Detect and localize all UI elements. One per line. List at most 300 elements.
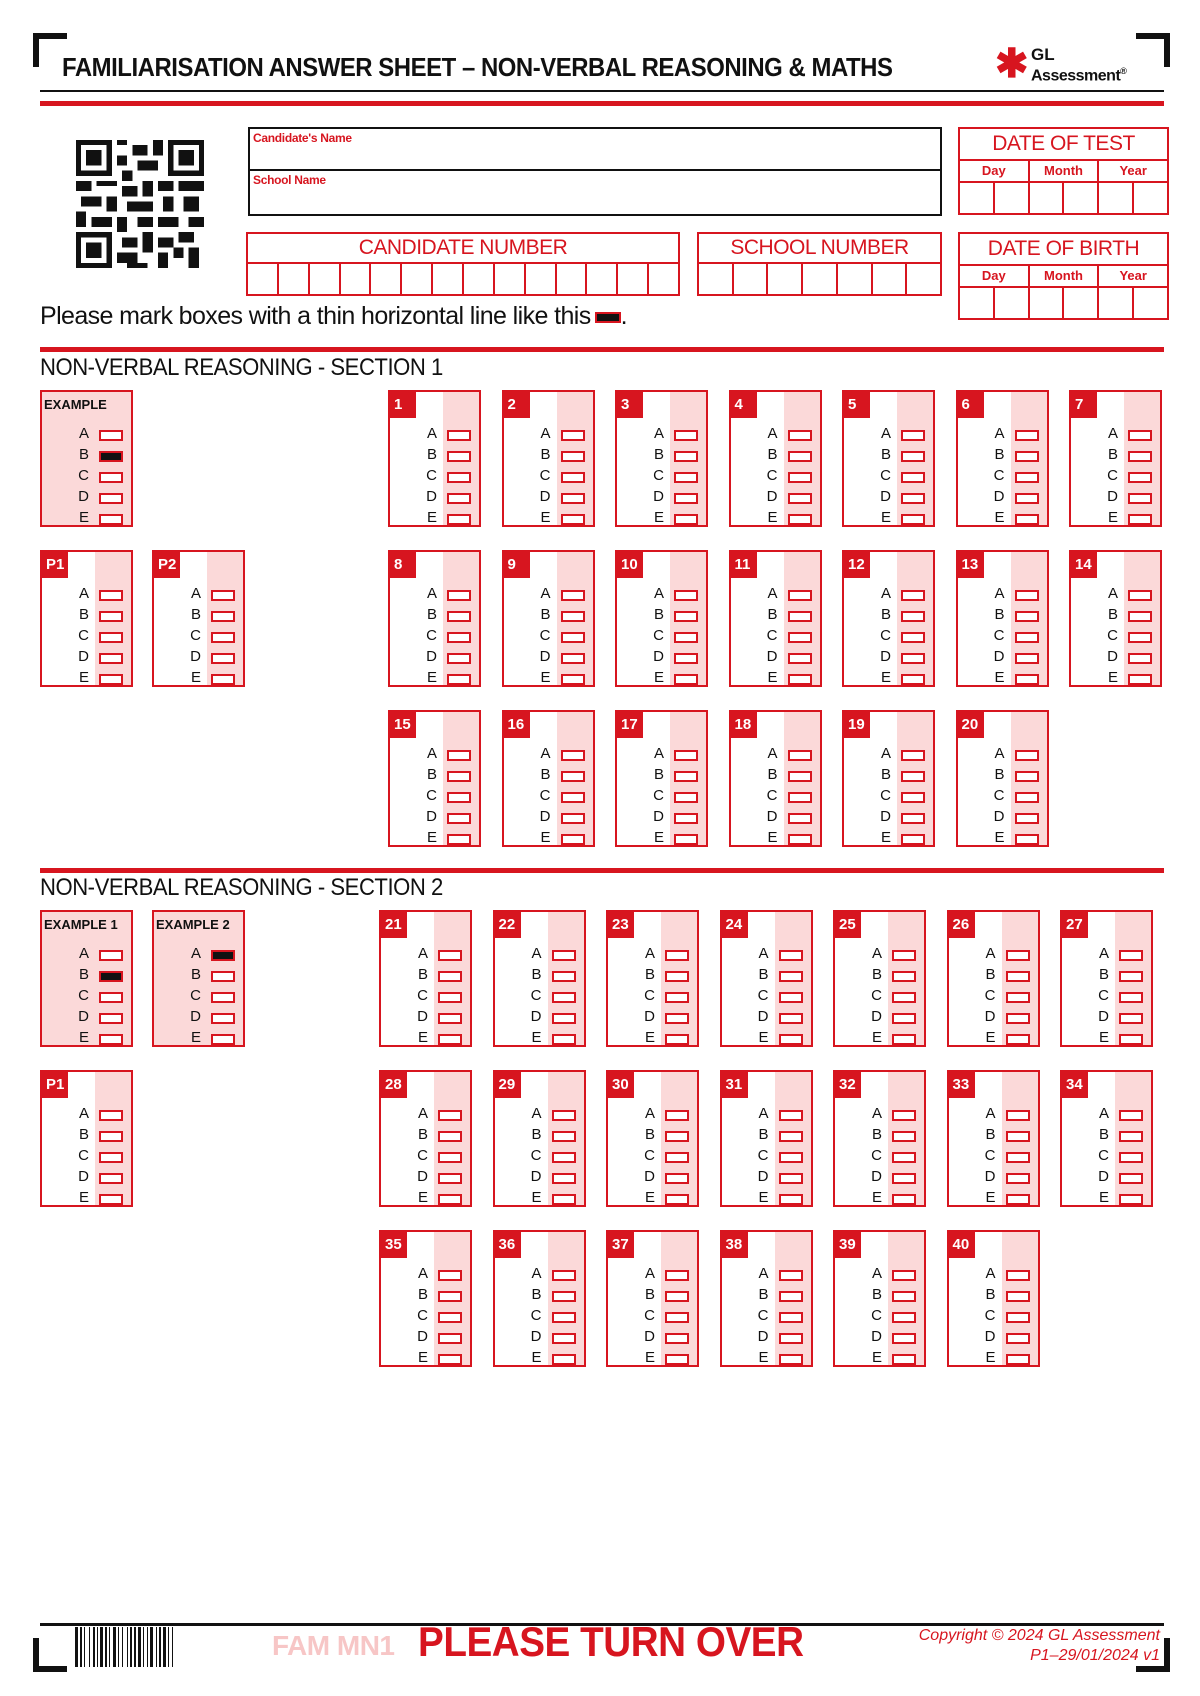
answer-bubble[interactable] [788,430,812,441]
candidate-number-digit[interactable] [587,264,618,294]
answer-bubble[interactable] [1015,451,1039,462]
answer-bubble[interactable] [1015,472,1039,483]
date-digit[interactable] [995,288,1030,318]
answer-bubble[interactable] [1015,493,1039,504]
question-answer-box [1069,390,1162,527]
answer-bubble[interactable] [892,1034,916,1045]
sample-mark-icon [595,312,621,323]
answer-bubble[interactable] [438,1131,462,1142]
answer-bubble[interactable] [665,1173,689,1184]
answer-bubble[interactable] [788,493,812,504]
date-digit[interactable] [1099,183,1134,213]
answer-bubble[interactable] [779,992,803,1003]
answer-bubble[interactable] [211,632,235,643]
answer-bubble[interactable] [1006,1013,1030,1024]
option-letter: E [531,1349,542,1366]
answer-bubble[interactable] [211,653,235,664]
answer-bubble[interactable] [552,1312,576,1323]
answer-bubble[interactable] [779,1270,803,1281]
option-row [722,1125,811,1145]
school-number-digit[interactable] [873,264,908,294]
answer-bubble[interactable] [674,653,698,664]
answer-bubble[interactable] [788,674,812,685]
question-number: 18 [731,712,757,738]
answer-bubble[interactable] [99,674,123,685]
option-letter: D [539,808,551,825]
option-row [844,744,933,764]
answer-bubble[interactable] [1119,971,1143,982]
option-row [390,786,479,806]
answer-bubble[interactable] [552,1034,576,1045]
answer-bubble [99,472,123,483]
answer-bubble[interactable] [665,1013,689,1024]
option-row [617,424,706,444]
option-letter: E [78,1029,89,1046]
option-letter: A [540,585,551,602]
answer-bubble[interactable] [1128,472,1152,483]
answer-bubble[interactable] [99,611,123,622]
option-letter: A [644,1265,655,1282]
answer-bubble[interactable] [901,590,925,601]
answer-bubble[interactable] [211,674,235,685]
option-row [495,986,584,1006]
answer-bubble[interactable] [438,1013,462,1024]
candidate-number-digit[interactable] [495,264,526,294]
option-row [504,807,593,827]
answer-bubble[interactable] [788,514,812,525]
answer-bubble[interactable] [674,430,698,441]
answer-bubble[interactable] [892,950,916,961]
answer-bubble[interactable] [99,1173,123,1184]
answer-bubble[interactable] [1128,514,1152,525]
answer-bubble[interactable] [901,653,925,664]
answer-bubble[interactable] [438,1173,462,1184]
answer-bubble[interactable] [438,1110,462,1121]
answer-bubble[interactable] [901,792,925,803]
answer-bubble[interactable] [99,590,123,601]
answer-bubble[interactable] [99,1152,123,1163]
answer-bubble[interactable] [665,971,689,982]
answer-bubble[interactable] [561,611,585,622]
answer-bubble[interactable] [665,1110,689,1121]
candidate-number-digit[interactable] [649,264,678,294]
option-row [1062,1028,1151,1048]
answer-bubble[interactable] [779,1013,803,1024]
answer-bubble[interactable] [552,1110,576,1121]
answer-bubble[interactable] [561,792,585,803]
answer-bubble[interactable] [1006,1194,1030,1205]
answer-bubble[interactable] [665,950,689,961]
answer-bubble[interactable] [447,653,471,664]
answer-bubble[interactable] [1006,1333,1030,1344]
school-number-digit[interactable] [838,264,873,294]
date-digit[interactable] [960,288,995,318]
answer-bubble[interactable] [779,1110,803,1121]
answer-bubble[interactable] [552,950,576,961]
answer-bubble[interactable] [788,792,812,803]
option-row [844,668,933,688]
answer-bubble[interactable] [1006,1110,1030,1121]
answer-bubble[interactable] [674,493,698,504]
answer-bubble[interactable] [665,1312,689,1323]
candidate-number-digit[interactable] [248,264,279,294]
option-row [495,1104,584,1124]
answer-bubble[interactable] [561,590,585,601]
answer-bubble[interactable] [788,834,812,845]
option-letter: D [871,1168,882,1185]
answer-bubble[interactable] [1128,632,1152,643]
answer-bubble[interactable] [901,611,925,622]
answer-bubble[interactable] [1006,1291,1030,1302]
answer-bubble[interactable] [674,451,698,462]
candidate-number-digit[interactable] [402,264,433,294]
option-row [1071,605,1160,625]
answer-bubble[interactable] [1006,1173,1030,1184]
answer-bubble[interactable] [674,611,698,622]
answer-bubble[interactable] [447,590,471,601]
answer-bubble[interactable] [788,611,812,622]
answer-bubble[interactable] [561,653,585,664]
answer-bubble[interactable] [665,992,689,1003]
answer-bubble[interactable] [211,611,235,622]
answer-bubble[interactable] [901,451,925,462]
answer-bubble[interactable] [779,1194,803,1205]
option-letter: D [766,648,778,665]
date-digit[interactable] [1134,288,1167,318]
answer-bubble[interactable] [901,632,925,643]
date-digit[interactable] [995,183,1030,213]
answer-bubble[interactable] [665,1333,689,1344]
option-row [154,584,243,604]
answer-bubble[interactable] [892,1013,916,1024]
option-row [1071,584,1160,604]
answer-bubble[interactable] [779,1173,803,1184]
school-number-digit[interactable] [768,264,803,294]
answer-bubble[interactable] [1015,813,1039,824]
answer-bubble[interactable] [892,971,916,982]
answer-bubble[interactable] [1015,430,1039,441]
date-digit[interactable] [960,183,995,213]
answer-bubble[interactable] [665,1354,689,1365]
option-letter: C [757,987,769,1004]
answer-bubble[interactable] [447,430,471,441]
answer-bubble[interactable] [1128,451,1152,462]
date-digit[interactable] [1064,288,1099,318]
option-row [731,508,820,528]
answer-bubble[interactable] [447,792,471,803]
answer-bubble[interactable] [438,1152,462,1163]
answer-bubble[interactable] [561,834,585,845]
candidate-number-digit[interactable] [618,264,649,294]
candidate-number-digit[interactable] [310,264,341,294]
option-row [835,986,924,1006]
answer-bubble[interactable] [1128,590,1152,601]
answer-bubble[interactable] [438,1270,462,1281]
option-row [42,1146,131,1166]
answer-bubble[interactable] [1015,632,1039,643]
answer-bubble[interactable] [788,653,812,664]
answer-bubble[interactable] [892,1312,916,1323]
answer-bubble[interactable] [674,750,698,761]
answer-bubble[interactable] [1015,653,1039,664]
answer-bubble[interactable] [447,834,471,845]
answer-bubble[interactable] [438,1354,462,1365]
answer-bubble[interactable] [892,1131,916,1142]
answer-bubble[interactable] [901,493,925,504]
answer-bubble[interactable] [1119,1110,1143,1121]
answer-bubble[interactable] [1119,992,1143,1003]
answer-bubble[interactable] [552,992,576,1003]
answer-bubble[interactable] [1006,971,1030,982]
answer-bubble[interactable] [901,430,925,441]
answer-bubble[interactable] [665,1131,689,1142]
answer-bubble[interactable] [447,771,471,782]
answer-bubble[interactable] [99,1110,123,1121]
answer-bubble[interactable] [438,992,462,1003]
answer-bubble[interactable] [438,1194,462,1205]
answer-bubble[interactable] [552,1173,576,1184]
answer-bubble[interactable] [788,771,812,782]
answer-bubble[interactable] [779,1354,803,1365]
candidate-number-digit[interactable] [371,264,402,294]
answer-bubble[interactable] [665,1291,689,1302]
option-row [1062,1125,1151,1145]
answer-bubble[interactable] [447,514,471,525]
candidate-number-digit[interactable] [433,264,464,294]
answer-bubble[interactable] [665,1152,689,1163]
answer-bubble[interactable] [779,1131,803,1142]
answer-bubble[interactable] [1119,1173,1143,1184]
answer-bubble[interactable] [1006,1131,1030,1142]
answer-bubble[interactable] [788,813,812,824]
answer-bubble[interactable] [447,674,471,685]
answer-bubble[interactable] [674,834,698,845]
answer-bubble[interactable] [788,451,812,462]
answer-bubble[interactable] [99,1131,123,1142]
answer-bubble[interactable] [1015,590,1039,601]
answer-bubble[interactable] [552,1270,576,1281]
option-letter: C [78,1147,89,1164]
candidate-number-digit[interactable] [464,264,495,294]
answer-bubble[interactable] [1119,950,1143,961]
answer-bubble[interactable] [779,971,803,982]
answer-bubble[interactable] [1015,514,1039,525]
date-digit[interactable] [1134,183,1167,213]
answer-bubble[interactable] [1006,950,1030,961]
answer-bubble[interactable] [901,750,925,761]
answer-bubble[interactable] [1128,430,1152,441]
answer-bubble[interactable] [1015,792,1039,803]
date-digit[interactable] [1030,288,1065,318]
answer-bubble[interactable] [665,1194,689,1205]
answer-bubble[interactable] [1128,493,1152,504]
answer-bubble[interactable] [892,1173,916,1184]
school-number-digit[interactable] [734,264,769,294]
answer-bubble[interactable] [561,451,585,462]
answer-bubble[interactable] [438,1034,462,1045]
answer-bubble[interactable] [211,590,235,601]
question-number: 15 [390,712,416,738]
answer-bubble[interactable] [552,1013,576,1024]
answer-bubble[interactable] [1119,1194,1143,1205]
school-number-digit[interactable] [699,264,734,294]
option-letter: A [426,585,437,602]
answer-bubble[interactable] [1015,674,1039,685]
answer-bubble[interactable] [1119,1013,1143,1024]
answer-bubble[interactable] [674,472,698,483]
answer-bubble[interactable] [901,813,925,824]
option-row [958,424,1047,444]
answer-bubble[interactable] [1006,1312,1030,1323]
question-answer-box [615,390,708,527]
answer-bubble[interactable] [1015,611,1039,622]
answer-bubble[interactable] [1015,771,1039,782]
answer-bubble[interactable] [779,1152,803,1163]
answer-bubble[interactable] [438,1312,462,1323]
answer-bubble[interactable] [447,632,471,643]
candidate-name-field[interactable] [248,127,942,171]
option-row [608,1285,697,1305]
answer-bubble[interactable] [788,750,812,761]
answer-bubble[interactable] [438,950,462,961]
answer-bubble[interactable] [1128,653,1152,664]
answer-bubble[interactable] [892,1354,916,1365]
answer-bubble[interactable] [1128,674,1152,685]
answer-bubble[interactable] [447,451,471,462]
option-row [495,1125,584,1145]
option-letter: B [78,446,89,463]
question-answer-box [720,910,813,1047]
answer-bubble[interactable] [447,611,471,622]
answer-bubble[interactable] [1015,750,1039,761]
option-letter: E [880,829,891,846]
answer-bubble[interactable] [901,674,925,685]
answer-bubble[interactable] [438,971,462,982]
question-answer-box [1060,1070,1153,1207]
answer-bubble[interactable] [1119,1034,1143,1045]
answer-bubble[interactable] [1119,1131,1143,1142]
answer-bubble[interactable] [99,632,123,643]
answer-bubble[interactable] [1015,834,1039,845]
answer-bubble[interactable] [674,813,698,824]
answer-bubble[interactable] [674,674,698,685]
answer-bubble[interactable] [665,1270,689,1281]
date-digit[interactable] [1099,288,1134,318]
option-letter: B [767,446,778,463]
answer-bubble[interactable] [892,992,916,1003]
answer-bubble[interactable] [561,514,585,525]
option-row [381,1285,470,1305]
answer-bubble[interactable] [674,514,698,525]
answer-bubble[interactable] [901,771,925,782]
answer-bubble[interactable] [561,472,585,483]
option-row [42,584,131,604]
answer-bubble[interactable] [674,590,698,601]
answer-bubble[interactable] [779,1312,803,1323]
candidate-number-digit[interactable] [526,264,557,294]
answer-bubble[interactable] [892,1152,916,1163]
answer-bubble[interactable] [674,771,698,782]
option-letter: D [653,648,664,665]
answer-bubble[interactable] [99,1194,123,1205]
school-name-field[interactable] [248,169,942,216]
answer-bubble[interactable] [1119,1152,1143,1163]
option-row [608,1188,697,1208]
answer-bubble[interactable] [901,834,925,845]
option-letter: A [985,1265,996,1282]
answer-bubble[interactable] [674,632,698,643]
barcode [75,1627,243,1667]
answer-bubble[interactable] [1006,1034,1030,1045]
answer-bubble[interactable] [552,1152,576,1163]
answer-bubble[interactable] [561,674,585,685]
answer-bubble[interactable] [788,590,812,601]
answer-bubble[interactable] [1006,1152,1030,1163]
date-digit[interactable] [1030,183,1065,213]
answer-bubble[interactable] [788,472,812,483]
candidate-number-digit[interactable] [557,264,588,294]
answer-bubble[interactable] [438,1333,462,1344]
answer-bubble[interactable] [901,472,925,483]
answer-bubble[interactable] [447,472,471,483]
answer-bubble[interactable] [552,1354,576,1365]
answer-bubble[interactable] [447,750,471,761]
answer-bubble[interactable] [674,792,698,803]
candidate-number-digit[interactable] [341,264,372,294]
answer-bubble[interactable] [447,813,471,824]
answer-bubble[interactable] [552,971,576,982]
answer-bubble[interactable] [892,1270,916,1281]
answer-bubble[interactable] [561,493,585,504]
answer-bubble[interactable] [1128,611,1152,622]
answer-bubble[interactable] [552,1194,576,1205]
answer-bubble[interactable] [552,1333,576,1344]
candidate-number-digit[interactable] [279,264,310,294]
answer-bubble[interactable] [892,1110,916,1121]
answer-bubble [211,1034,235,1045]
answer-bubble[interactable] [892,1291,916,1302]
answer-bubble[interactable] [561,771,585,782]
answer-bubble[interactable] [438,1291,462,1302]
option-row [958,508,1047,528]
school-number-digit[interactable] [803,264,838,294]
answer-bubble[interactable] [561,430,585,441]
answer-bubble[interactable] [892,1333,916,1344]
answer-bubble[interactable] [779,1291,803,1302]
answer-bubble[interactable] [552,1291,576,1302]
answer-bubble[interactable] [561,750,585,761]
school-number-digit[interactable] [907,264,940,294]
answer-bubble[interactable] [779,950,803,961]
option-row [495,965,584,985]
option-letter: E [1107,669,1118,686]
answer-bubble[interactable] [1006,1354,1030,1365]
answer-bubble[interactable] [779,1333,803,1344]
answer-bubble[interactable] [1006,992,1030,1003]
answer-bubble[interactable] [99,653,123,664]
date-digit[interactable] [1064,183,1099,213]
answer-bubble[interactable] [561,632,585,643]
answer-bubble[interactable] [1006,1270,1030,1281]
answer-bubble[interactable] [447,493,471,504]
answer-bubble[interactable] [561,813,585,824]
answer-bubble[interactable] [901,514,925,525]
answer-bubble[interactable] [892,1194,916,1205]
answer-bubble[interactable] [788,632,812,643]
answer-bubble[interactable] [665,1034,689,1045]
answer-bubble[interactable] [552,1131,576,1142]
answer-bubble[interactable] [779,1034,803,1045]
